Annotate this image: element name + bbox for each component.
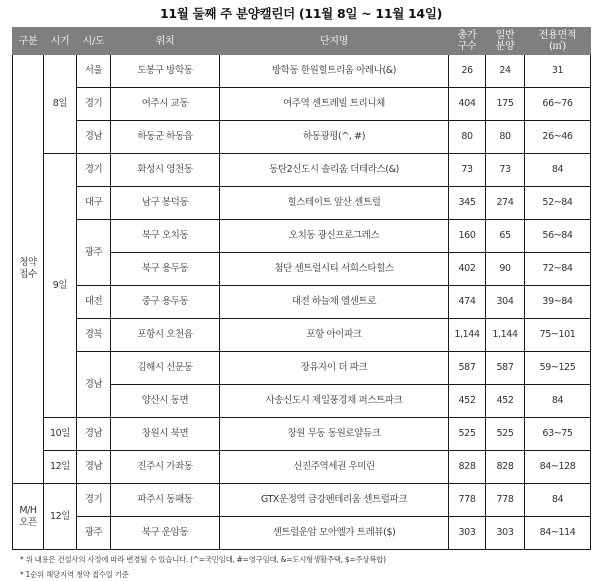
complex-cell: GTX운정역 금강펜테리움 센트럴파크 xyxy=(220,484,449,517)
complex-cell: 사송신도시 제일풍경채 퍼스트파크 xyxy=(220,385,449,418)
general-sale-cell: 525 xyxy=(486,418,525,451)
header-province: 시/도 xyxy=(77,28,111,55)
province-cell: 경남 xyxy=(77,121,111,154)
general-sale-cell: 828 xyxy=(486,451,525,484)
complex-cell: 방학동 한원힐트리움 아레나(&) xyxy=(220,55,449,88)
category-modelhouse-l1: M/H xyxy=(19,504,37,516)
area-cell: 75~101 xyxy=(525,319,591,352)
location-cell: 파주시 동패동 xyxy=(111,484,220,517)
location-cell: 창원시 북면 xyxy=(111,418,220,451)
location-cell: 남구 봉덕동 xyxy=(111,187,220,220)
category-modelhouse xyxy=(13,484,44,550)
header-total-units-l2: 구수 xyxy=(457,41,477,52)
header-row xyxy=(13,28,591,55)
complex-cell: 대전 하늘채 엘센트로 xyxy=(220,286,449,319)
page-title: 11월 둘째 주 분양캘린더 (11월 8일 ~ 11월 14일) xyxy=(159,6,443,21)
table-row xyxy=(13,319,591,352)
province-cell: 대전 xyxy=(77,286,111,319)
date-cell: 8일 xyxy=(44,55,77,154)
general-sale-cell: 80 xyxy=(486,121,525,154)
province-cell: 경북 xyxy=(77,319,111,352)
header-total-units-l1: 총가 xyxy=(457,30,477,41)
total-units-cell: 587 xyxy=(449,352,486,385)
area-cell: 84~114 xyxy=(525,517,591,550)
table-row xyxy=(13,121,591,154)
total-units-cell: 73 xyxy=(449,154,486,187)
province-cell: 경기 xyxy=(77,154,111,187)
total-units-cell: 404 xyxy=(449,88,486,121)
location-cell: 김해시 신문동 xyxy=(111,352,220,385)
area-cell: 59~125 xyxy=(525,352,591,385)
date-cell: 9일 xyxy=(44,154,77,418)
category-modelhouse-l2: 오픈 xyxy=(19,516,37,528)
location-cell: 하동군 하동읍 xyxy=(111,121,220,154)
location-cell: 진주시 가좌동 xyxy=(111,451,220,484)
table-row xyxy=(13,286,591,319)
province-cell: 서울 xyxy=(77,55,111,88)
table-row xyxy=(13,220,591,253)
header-area xyxy=(525,28,591,55)
general-sale-cell: 1,144 xyxy=(486,319,525,352)
category-subscription xyxy=(13,55,44,484)
header-complex: 단지명 xyxy=(220,28,449,55)
header-general-sale-l2: 분양 xyxy=(495,41,515,52)
header-category: 구분 xyxy=(13,28,44,55)
total-units-cell: 402 xyxy=(449,253,486,286)
table-row xyxy=(13,352,591,385)
total-units-cell: 160 xyxy=(449,220,486,253)
general-sale-cell: 24 xyxy=(486,55,525,88)
location-cell: 화성시 영천동 xyxy=(111,154,220,187)
location-cell: 양산시 동면 xyxy=(111,385,220,418)
general-sale-cell: 452 xyxy=(486,385,525,418)
total-units-cell: 345 xyxy=(449,187,486,220)
category-subscription-l1: 청약 xyxy=(19,257,37,268)
complex-cell: 오치동 광신프로그레스 xyxy=(220,220,449,253)
complex-cell: 하동광평(^, #) xyxy=(220,121,449,154)
area-cell: 84~128 xyxy=(525,451,591,484)
footnote-basis: * 1순위 해당지역 청약 접수일 기준 xyxy=(20,570,129,579)
header-general-sale xyxy=(486,28,525,55)
complex-cell: 센트럴운암 모아엘가 트레뷰($) xyxy=(220,517,449,550)
province-cell: 경남 xyxy=(77,352,111,418)
total-units-cell: 452 xyxy=(449,385,486,418)
total-units-cell: 26 xyxy=(449,55,486,88)
province-cell: 대구 xyxy=(77,187,111,220)
general-sale-cell: 303 xyxy=(486,517,525,550)
province-cell: 광주 xyxy=(77,517,111,550)
table-row xyxy=(13,484,591,517)
date-cell: 10일 xyxy=(44,418,77,451)
complex-cell: 창원 무동 동원로얄듀크 xyxy=(220,418,449,451)
area-cell: 39~84 xyxy=(525,286,591,319)
header-timing: 시기 xyxy=(44,28,77,55)
location-cell: 여주시 교동 xyxy=(111,88,220,121)
general-sale-cell: 274 xyxy=(486,187,525,220)
location-cell: 북구 운암동 xyxy=(111,517,220,550)
category-subscription-l2: 접수 xyxy=(19,269,37,280)
area-cell: 56~84 xyxy=(525,220,591,253)
province-cell: 경남 xyxy=(77,451,111,484)
province-cell: 경기 xyxy=(77,88,111,121)
table-row xyxy=(13,418,591,451)
location-cell: 북구 오치동 xyxy=(111,220,220,253)
complex-cell: 첨단 센트럴시티 서희스타힐스 xyxy=(220,253,449,286)
header-area-l2: (㎡) xyxy=(549,41,566,52)
area-cell: 52~84 xyxy=(525,187,591,220)
total-units-cell: 80 xyxy=(449,121,486,154)
location-cell: 중구 용두동 xyxy=(111,286,220,319)
complex-cell: 장유자이 더 파크 xyxy=(220,352,449,385)
table-row xyxy=(13,88,591,121)
general-sale-cell: 778 xyxy=(486,484,525,517)
total-units-cell: 525 xyxy=(449,418,486,451)
province-cell: 광주 xyxy=(77,220,111,286)
general-sale-cell: 175 xyxy=(486,88,525,121)
table-row xyxy=(13,154,591,187)
complex-cell: 힐스테이트 앞산 센트럴 xyxy=(220,187,449,220)
total-units-cell: 828 xyxy=(449,451,486,484)
complex-cell: 신진주역세권 우미린 xyxy=(220,451,449,484)
general-sale-cell: 304 xyxy=(486,286,525,319)
sales-calendar-table xyxy=(12,27,591,550)
area-cell: 31 xyxy=(525,55,591,88)
area-cell: 84 xyxy=(525,385,591,418)
header-total-units xyxy=(449,28,486,55)
date-cell: 12일 xyxy=(44,484,77,550)
complex-cell: 동탄2신도시 솔리움 더테라스(&) xyxy=(220,154,449,187)
province-cell: 경남 xyxy=(77,418,111,451)
complex-cell: 여주역 센트레빌 트리니체 xyxy=(220,88,449,121)
complex-cell: 포항 아이파크 xyxy=(220,319,449,352)
area-cell: 84 xyxy=(525,154,591,187)
area-cell: 84 xyxy=(525,484,591,517)
area-cell: 63~75 xyxy=(525,418,591,451)
general-sale-cell: 587 xyxy=(486,352,525,385)
total-units-cell: 1,144 xyxy=(449,319,486,352)
table-row xyxy=(13,517,591,550)
general-sale-cell: 73 xyxy=(486,154,525,187)
date-cell: 12일 xyxy=(44,451,77,484)
table-row xyxy=(13,187,591,220)
area-cell: 72~84 xyxy=(525,253,591,286)
province-cell: 경기 xyxy=(77,484,111,517)
table-row xyxy=(13,451,591,484)
general-sale-cell: 65 xyxy=(486,220,525,253)
total-units-cell: 778 xyxy=(449,484,486,517)
footnote-legend: * 위 내용은 건설사의 사정에 따라 변경될 수 있습니다. (^=국민임대, #=영구임대, &=도시형생활주택, $=주상복합) xyxy=(20,555,386,564)
header-general-sale-l1: 일반 xyxy=(495,30,515,41)
table-row xyxy=(13,55,591,88)
header-area-l1: 전용면적 xyxy=(538,30,577,41)
area-cell: 66~76 xyxy=(525,88,591,121)
location-cell: 도봉구 방학동 xyxy=(111,55,220,88)
general-sale-cell: 90 xyxy=(486,253,525,286)
location-cell: 북구 용두동 xyxy=(111,253,220,286)
area-cell: 26~46 xyxy=(525,121,591,154)
total-units-cell: 474 xyxy=(449,286,486,319)
header-location: 위치 xyxy=(111,28,220,55)
total-units-cell: 303 xyxy=(449,517,486,550)
location-cell: 포항시 오천읍 xyxy=(111,319,220,352)
